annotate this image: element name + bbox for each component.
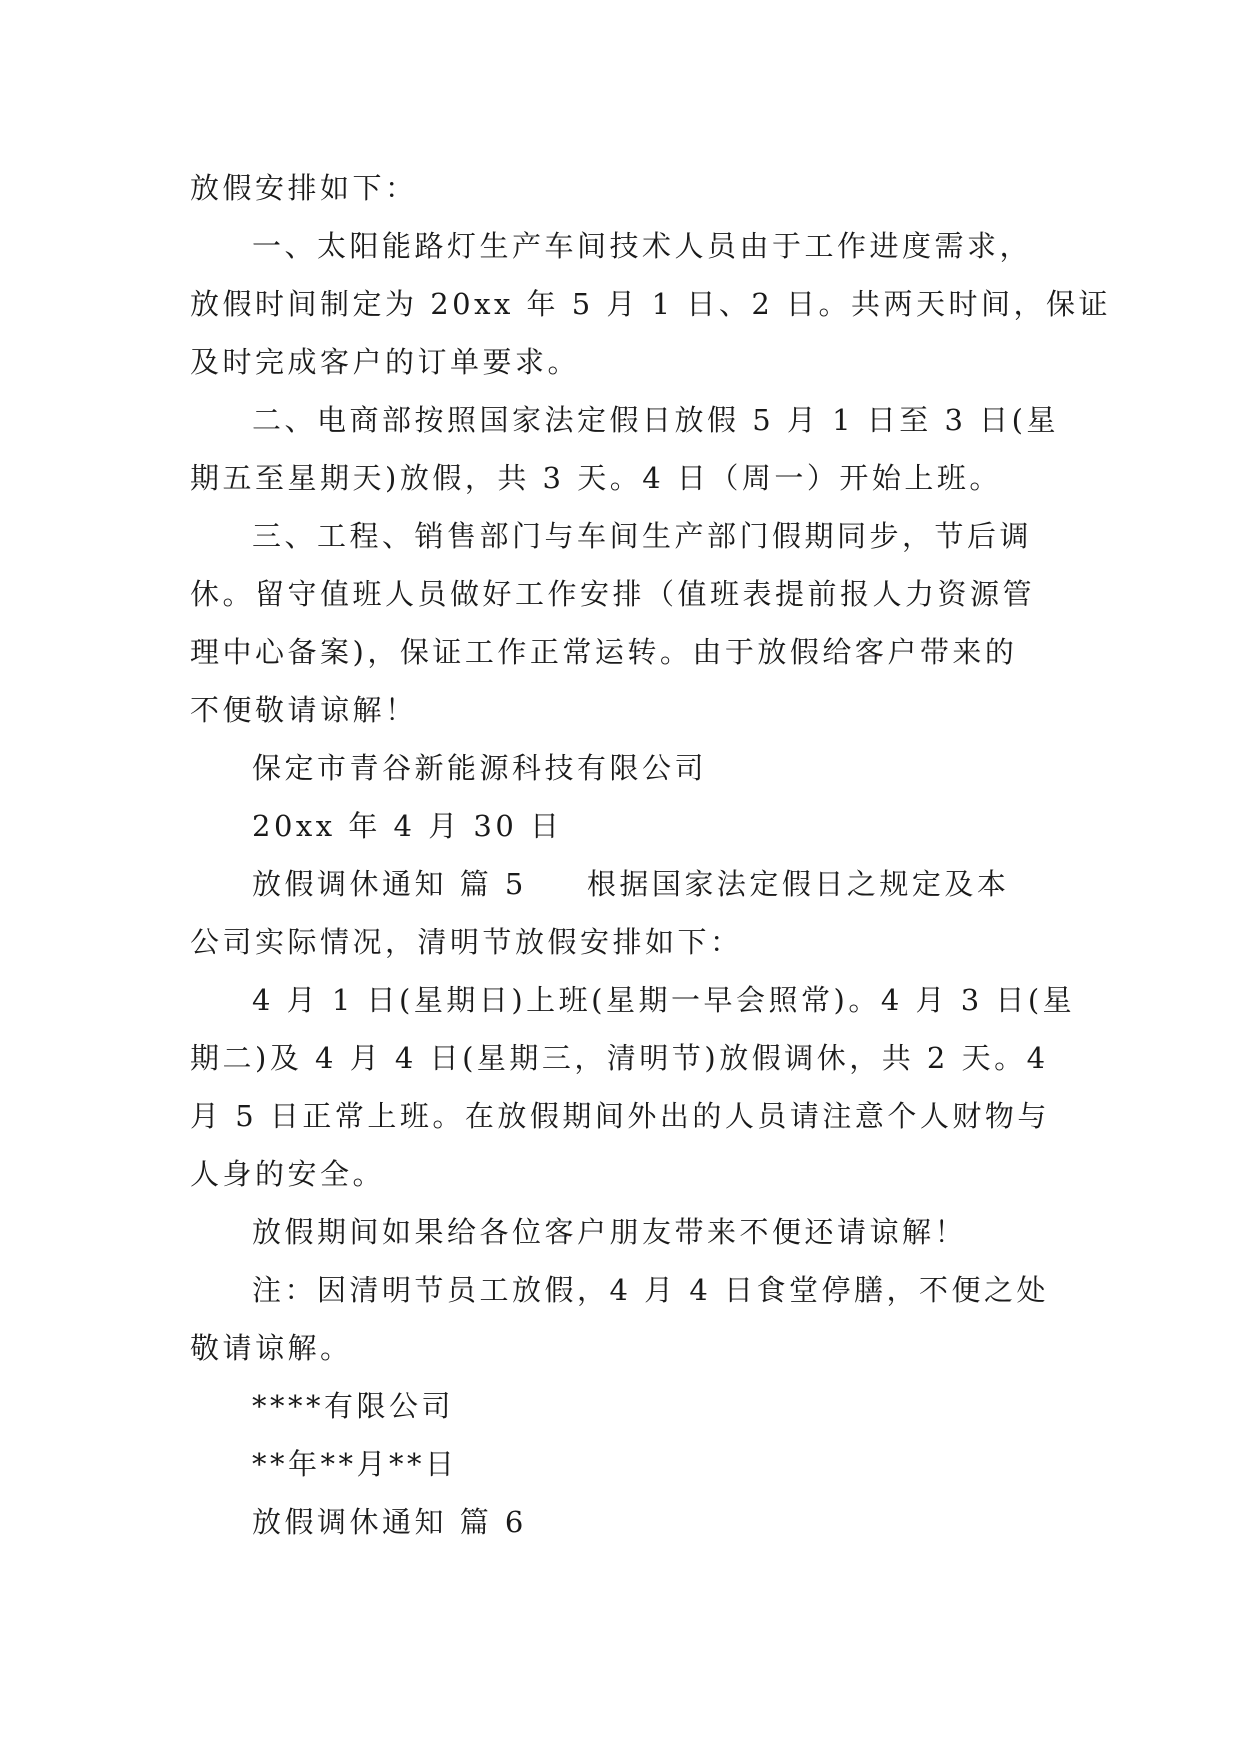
- paragraph-line: [190, 275, 1111, 333]
- paragraph-line: [190, 217, 1050, 275]
- line-text: 放假期间如果给各位客户朋友带来不便还请谅解！: [252, 1215, 968, 1249]
- line-text: 放假安排如下：: [190, 171, 418, 205]
- paragraph-line: [190, 391, 1059, 449]
- paragraph-line: [190, 507, 1050, 565]
- line-text: 放假调休通知 篇 6: [252, 1505, 527, 1539]
- paragraph-line: [190, 681, 1050, 739]
- line-text: 20xx 年 4 月 30 日: [252, 809, 563, 843]
- line-text: 理中心备案)，保证工作正常运转。由于放假给客户带来的: [190, 635, 1018, 669]
- line-text: 二、电商部按照国家法定假日放假 5 月 1 日至 3 日(星: [252, 403, 1059, 437]
- line-text: ****有限公司: [252, 1389, 455, 1423]
- line-text: 休。留守值班人员做好工作安排（值班表提前报人力资源管: [190, 577, 1036, 611]
- line-text: 人身的安全。: [190, 1157, 386, 1191]
- paragraph-line: [190, 1261, 1050, 1319]
- paragraph-line: [190, 1145, 1050, 1203]
- paragraph-line: [190, 1319, 1050, 1377]
- paragraph-line: [190, 1493, 1050, 1551]
- paragraph-line: [190, 855, 1050, 913]
- line-text-tail: 根据国家法定假日之规定及本: [586, 867, 1010, 901]
- paragraph-line: [190, 1377, 1050, 1435]
- paragraph-line: [190, 971, 1076, 1029]
- paragraph-line: [190, 623, 1050, 681]
- line-text: 及时完成客户的订单要求。: [190, 345, 581, 379]
- line-text: **年**月**日: [252, 1447, 458, 1481]
- line-text: 月 5 日正常上班。在放假期间外出的人员请注意个人财物与: [190, 1099, 1050, 1133]
- paragraph-line: [190, 739, 1050, 797]
- paragraph-line: [190, 797, 1050, 855]
- line-text: 期二)及 4 月 4 日(星期三，清明节)放假调休，共 2 天。4: [190, 1041, 1049, 1075]
- paragraph-line: [190, 449, 1050, 507]
- document-body: [190, 159, 1111, 1551]
- paragraph-line: [190, 913, 1050, 971]
- paragraph-line: [190, 1203, 1050, 1261]
- line-text: 期五至星期天)放假，共 3 天。4 日（周一）开始上班。: [190, 461, 1002, 495]
- paragraph-line: [190, 1087, 1050, 1145]
- line-text: 三、工程、销售部门与车间生产部门假期同步，节后调: [252, 519, 1033, 553]
- line-text: 放假调休通知 篇 5: [252, 867, 527, 901]
- line-text: 不便敬请谅解！: [190, 693, 418, 727]
- line-text: 4 月 1 日(星期日)上班(星期一早会照常)。4 月 3 日(星: [252, 983, 1076, 1017]
- line-text: 一、太阳能路灯生产车间技术人员由于工作进度需求，: [252, 229, 1033, 263]
- line-text: 公司实际情况，清明节放假安排如下：: [190, 925, 743, 959]
- line-text: 保定市青谷新能源科技有限公司: [252, 751, 708, 785]
- line-text: 注：因清明节员工放假，4 月 4 日食堂停膳，不便之处: [252, 1273, 1050, 1307]
- paragraph-line: [190, 1029, 1050, 1087]
- line-text: 放假时间制定为 20xx 年 5 月 1 日、2 日。共两天时间，保证: [190, 287, 1111, 321]
- paragraph-line: [190, 1435, 1050, 1493]
- paragraph-line: [190, 565, 1050, 623]
- line-text: 敬请谅解。: [190, 1331, 353, 1365]
- paragraph-line: [190, 333, 1050, 391]
- paragraph-line: [190, 159, 1050, 217]
